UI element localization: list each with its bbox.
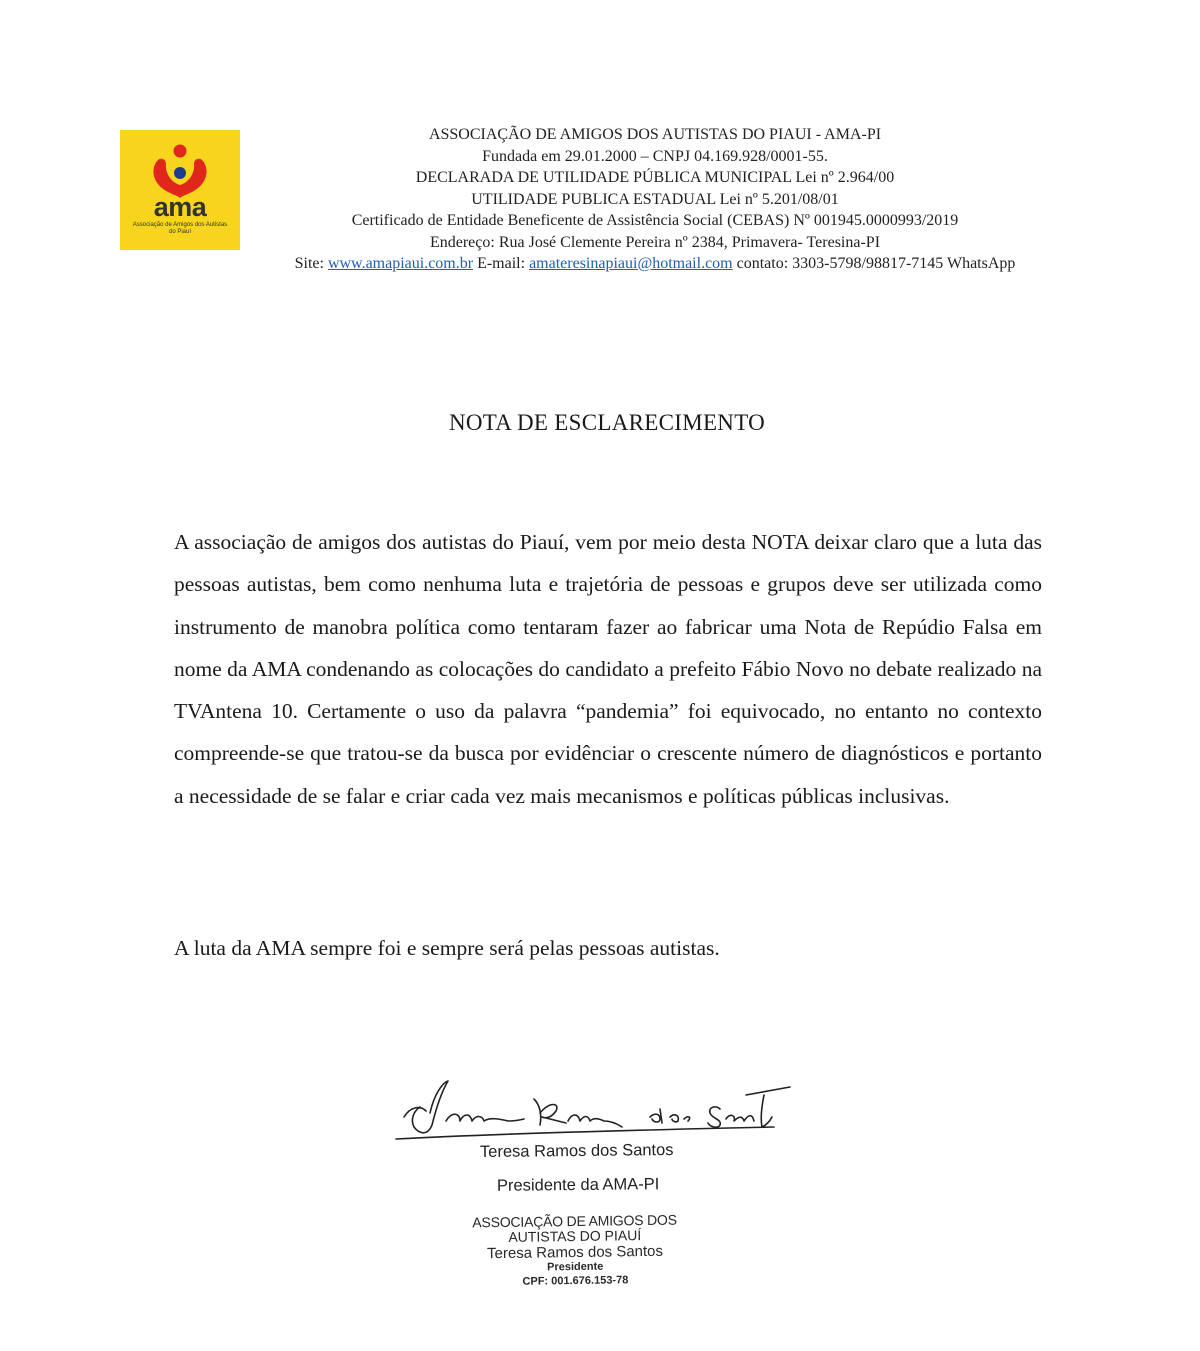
stamp-cpf: CPF: 001.676.153-78 [522,1274,629,1288]
letterhead [250,124,1060,275]
email-label: E-mail: [473,255,530,272]
stamp-role: Presidente [547,1260,604,1274]
ama-logo-icon [148,142,212,198]
header-municipal-utility: DECLARADA DE UTILIDADE PÚBLICA MUNICIPAL Lei nº 2.964/00 [415,169,895,186]
header-state-utility: UTILIDADE PUBLICA ESTADUAL Lei nº 5.201/08/01 [471,190,839,208]
stamp-line-1: ASSOCIAÇÃO DE AMIGOS DOS [472,1211,677,1231]
site-label: Site: [294,255,328,272]
stamp-name: Teresa Ramos dos Santos [486,1242,664,1263]
body-paragraph: A associação de amigos dos autistas do Piauí, vem por meio desta NOTA deixar claro que a luta das pessoas autistas, bem como nenhuma luta e trajetória de pessoas e grupos deve ser utilizada como instrumento de manobra política como tentaram fazer ao fabricar uma Nota de Repúdio Falsa em nome da AMA condenando as colocações do candidato a prefeito Fábio Novo no debate realizado na TVAntena 10. Certamente o uso da palavra “pandemia” foi equivocado, no entanto no contexto compreende-se que tratou-se da busca por evidênciar o crescente número de diagnósticos e portanto a necessidade de se falar e criar cada vez mais mecanismos e políticas públicas inclusivas. [174,530,1042,808]
header-address: Endereço: Rua José Clemente Pereira nº 2384, Primavera- Teresina-PI [429,233,881,251]
logo-brand: ama [153,192,207,222]
logo-tagline: Associação de Amigos dos Autistas do Piauí [132,222,228,235]
handwritten-signature [390,1065,800,1145]
document-title: NOTA DE ESCLARECIMENTO [448,410,766,435]
header-foundation: Fundada em 29.01.2000 – CNPJ 04.169.928/0001-55. [482,147,828,165]
header-cebas: Certificado de Entidade Beneficente de Assistência Social (CEBAS) Nº 001945.0000993/2019 [351,212,959,229]
signatory-name: Teresa Ramos dos Santos [479,1140,674,1162]
ama-logo [120,130,240,250]
header-contact-line [140,253,1170,275]
email-link[interactable]: amateresinapiaui@hotmail.com [529,255,733,272]
header-org-name: ASSOCIAÇÃO DE AMIGOS DOS AUTISTAS DO PIAUI - AMA-PI [428,126,882,143]
signatory-role: Presidente da AMA-PI [496,1175,660,1195]
site-link[interactable]: www.amapiaui.com.br [327,255,474,272]
stamp-line-2: AUTISTAS DO PIAUÍ [508,1227,642,1245]
closing-sentence: A luta da AMA sempre foi e sempre será pelas pessoas autistas. [174,936,720,960]
official-stamp [459,1212,690,1290]
contact-phones: contato: 3303-5798/98817-7145 WhatsApp [732,255,1016,272]
